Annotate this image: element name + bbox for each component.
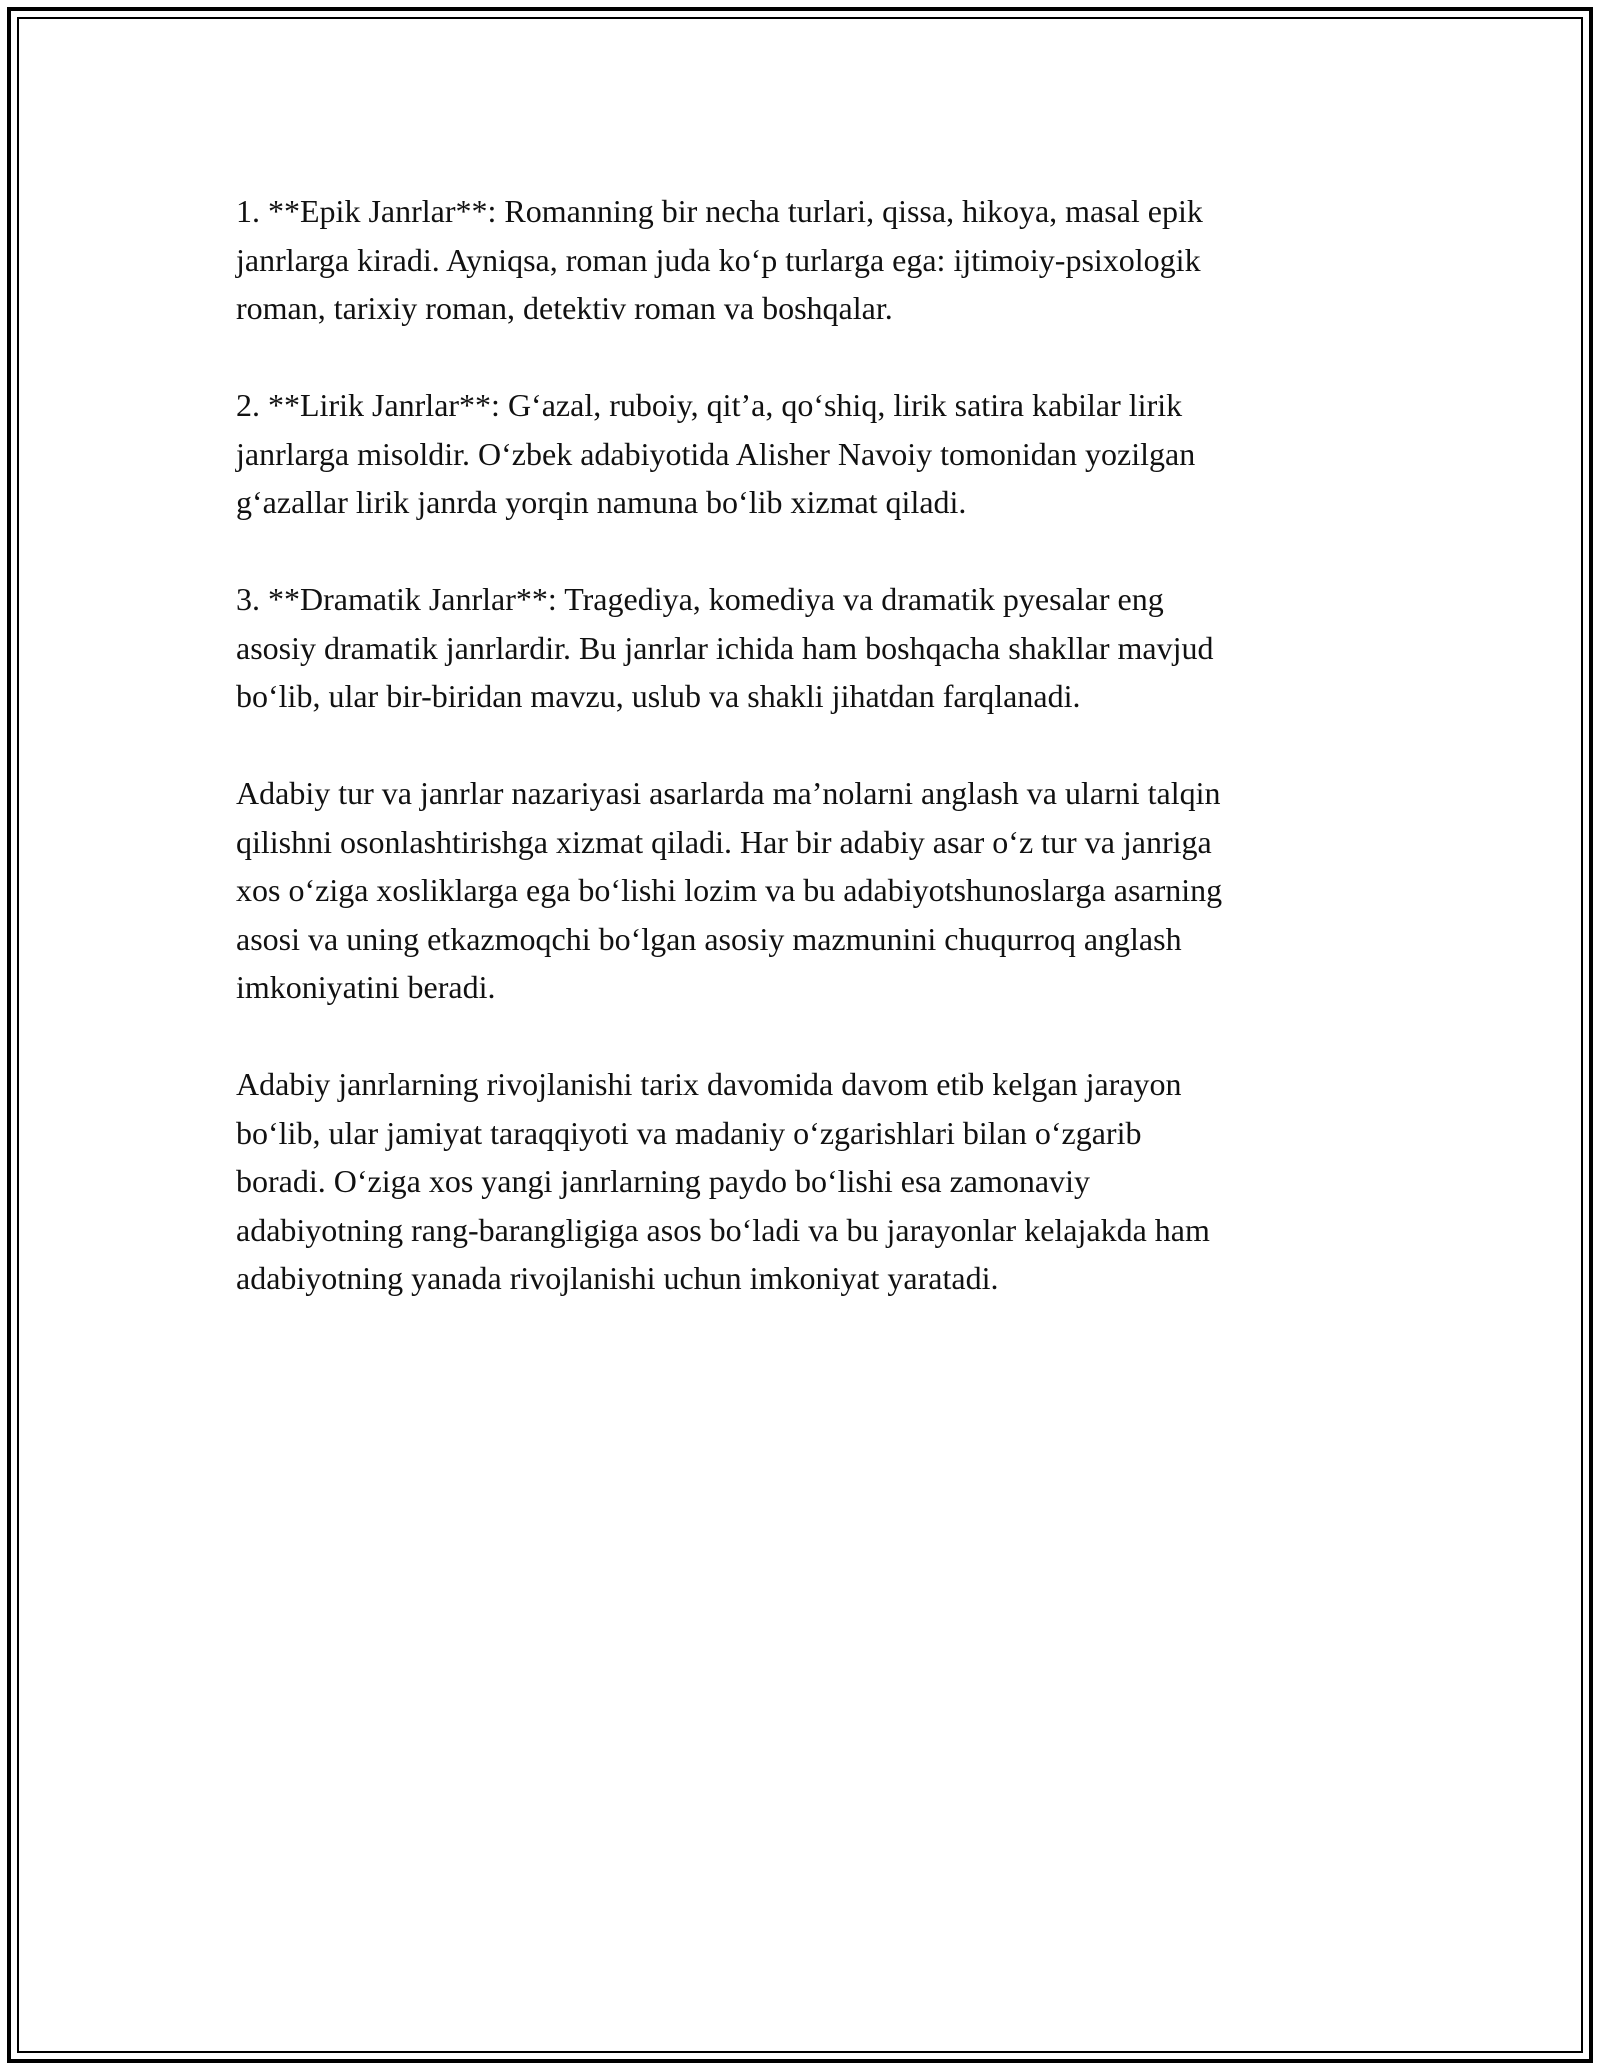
paragraph-epik-janrlar: 1. **Epik Janrlar**: Romanning bir necha turlari, qissa, hikoya, masal epik janrlarga kiradi. Ayniqsa, roman juda ko‘p turlarga ega: ijtimoiy-psixologik roman, tarixiy roman, detektiv roman va boshqalar.: [236, 193, 1203, 326]
paragraph-nazariya: Adabiy tur va janrlar nazariyasi asarlarda ma’nolarni anglash va ularni talqin qilishni osonlashtirishga xizmat qiladi. Har bir adabiy asar o‘z tur va janriga xos o‘ziga xosliklarga ega bo‘lishi lozim va bu adabiyotshunoslarga asarning asosi va uning etkazmoqchi bo‘lgan asosiy mazmunini chuqurroq anglash imkoniyatini beradi.: [236, 775, 1223, 1005]
paragraph-dramatik-janrlar: 3. **Dramatik Janrlar**: Tragediya, komediya va dramatik pyesalar eng asosiy dramatik janrlardir. Bu janrlar ichida ham boshqacha shakllar mavjud bo‘lib, ular bir-biridan mavzu, uslub va shakli jihatdan farqlanadi.: [236, 581, 1214, 714]
document-body: [236, 187, 1386, 1351]
paragraph-lirik-janrlar: 2. **Lirik Janrlar**: G‘azal, ruboiy, qit’a, qo‘shiq, lirik satira kabilar lirik janrlarga misoldir. O‘zbek adabiyotida Alisher Navoiy tomonidan yozilgan g‘azallar lirik janrda yorqin namuna bo‘lib xizmat qiladi.: [236, 387, 1196, 520]
paragraph-rivojlanish: Adabiy janrlarning rivojlanishi tarix davomida davom etib kelgan jarayon bo‘lib, ular jamiyat taraqqiyoti va madaniy o‘zgarishlari bilan o‘zgarib boradi. O‘ziga xos yangi janrlarning paydo bo‘lishi esa zamonaviy adabiyotning rang-barangligiga asos bo‘ladi va bu jarayonlar kelajakda ham adabiyotning yanada rivojlanishi uchun imkoniyat yaratadi.: [236, 1066, 1210, 1296]
